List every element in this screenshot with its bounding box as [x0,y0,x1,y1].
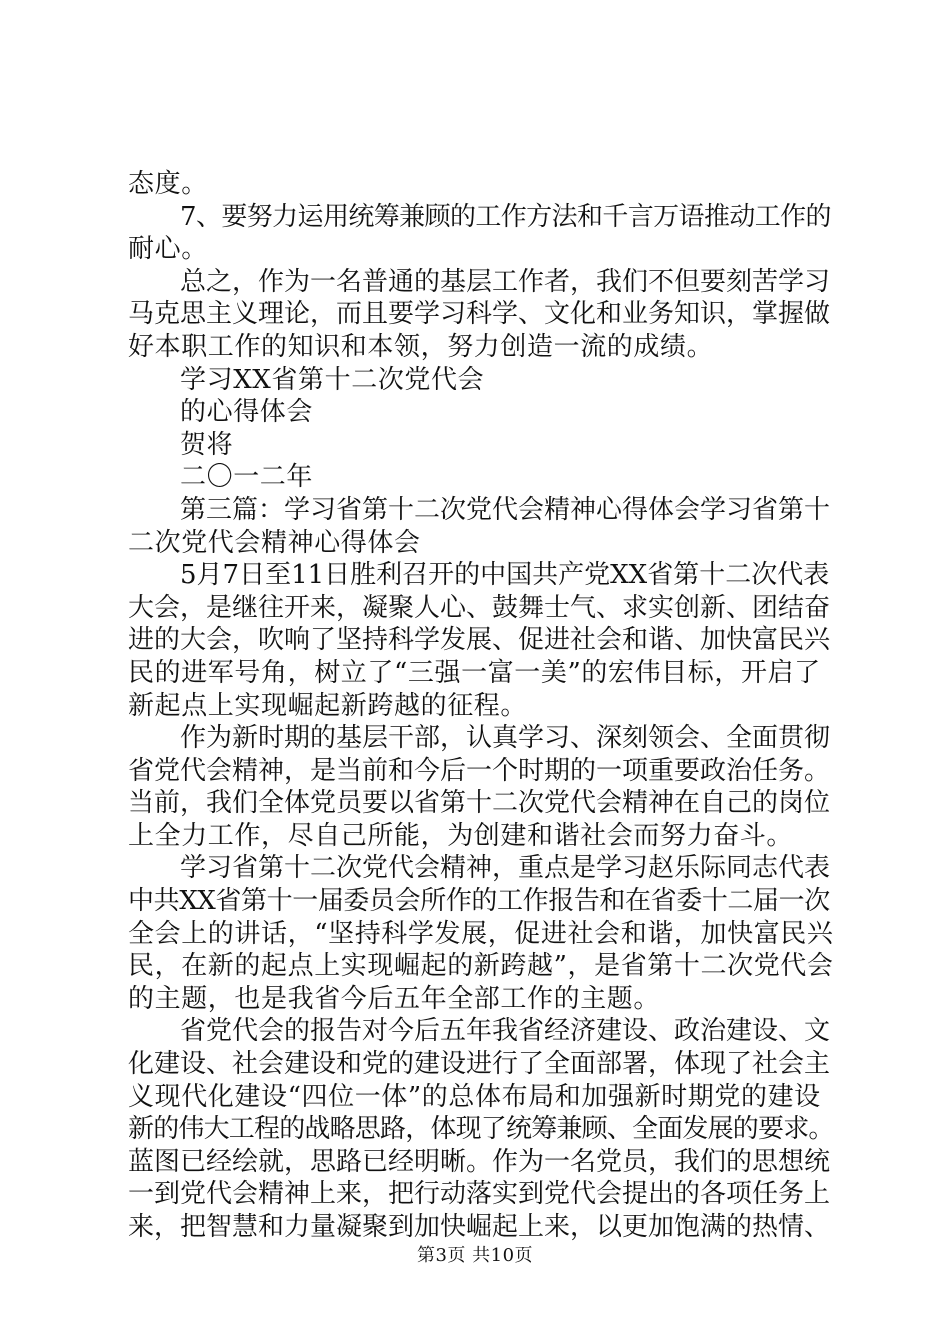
page-footer: 第3页 共10页 [416,1245,534,1266]
text-line: 贺将 [180,429,234,460]
text-line: 作为新时期的基层干部，认真学习、深刻领会、全面贯彻 [180,723,831,754]
text-line: 马克思主义理论，而且要学习科学、文化和业务知识，掌握做 [128,299,831,330]
text-line: 民，在新的起点上实现崛起的新跨越”，是省第十二次党代会 [128,951,834,982]
text-line: 的主题，也是我省今后五年全部工作的主题。 [128,983,661,1014]
text-line: 来，把智慧和力量凝聚到加快崛起上来，以更加饱满的热情、 [128,1212,831,1242]
document-body [128,168,834,1244]
text-line: 上全力工作，尽自己所能，为创建和谐社会而努力奋斗。 [128,820,794,851]
text-line: 省党代会的报告对今后五年我省经济建设、政治建设、文 [180,1016,831,1047]
text-line: 学习省第十二次党代会精神，重点是学习赵乐际同志代表 [180,853,831,884]
text-line: 中共XX省第十一届委员会所作的工作报告和在省委十二届一次 [128,886,830,917]
text-line: 二〇一二年 [180,462,314,493]
text-line: 省党代会精神，是当前和今后一个时期的一项重要政治任务。 [128,755,831,786]
text-line: 化建设、社会建设和党的建设进行了全面部署，体现了社会主 [128,1049,831,1080]
text-line: 蓝图已经绘就，思路已经明晰。作为一名党员，我们的思想统 [128,1146,831,1177]
text-line: 二次党代会精神心得体会 [128,527,421,558]
text-line: 全会上的讲话，“坚持科学发展，促进社会和谐，加快富民兴 [128,918,834,949]
text-line: 的心得体会 [180,397,314,428]
text-line: 新起点上实现崛起新跨越的征程。 [128,690,528,721]
text-line: 态度。 [128,169,208,199]
text-line: 进的大会，吹响了坚持科学发展、促进社会和谐、加快富民兴 [128,625,831,656]
text-line: 民的进军号角，树立了“三强一富一美”的宏伟目标，开启了 [128,657,821,688]
text-line: 义现代化建设“四位一体”的总体布局和加强新时期党的建设 [128,1081,821,1112]
text-line: 耐心。 [128,234,208,265]
text-line: 一到党代会精神上来，把行动落实到党代会提出的各项任务上 [128,1179,831,1210]
text-line: 第三篇：学习省第十二次党代会精神心得体会学习省第十 [180,494,831,525]
text-line: 7、要努力运用统筹兼顾的工作方法和千言万语推动工作的 [180,201,831,232]
text-line: 新的伟大工程的战略思路，体现了统筹兼顾、全面发展的要求。 [128,1114,834,1145]
text-line: 好本职工作的知识和本领，努力创造一流的成绩。 [128,331,714,362]
text-line: 5月7日至11日胜利召开的中国共产党XX省第十二次代表 [180,560,830,591]
text-line: 当前，我们全体党员要以省第十二次党代会精神在自己的岗位 [128,788,831,819]
text-line: 总之，作为一名普通的基层工作者，我们不但要刻苦学习 [180,266,831,297]
text-line: 大会，是继往开来，凝聚人心、鼓舞士气、求实创新、团结奋 [128,592,831,623]
text-line: 学习XX省第十二次党代会 [180,364,485,395]
